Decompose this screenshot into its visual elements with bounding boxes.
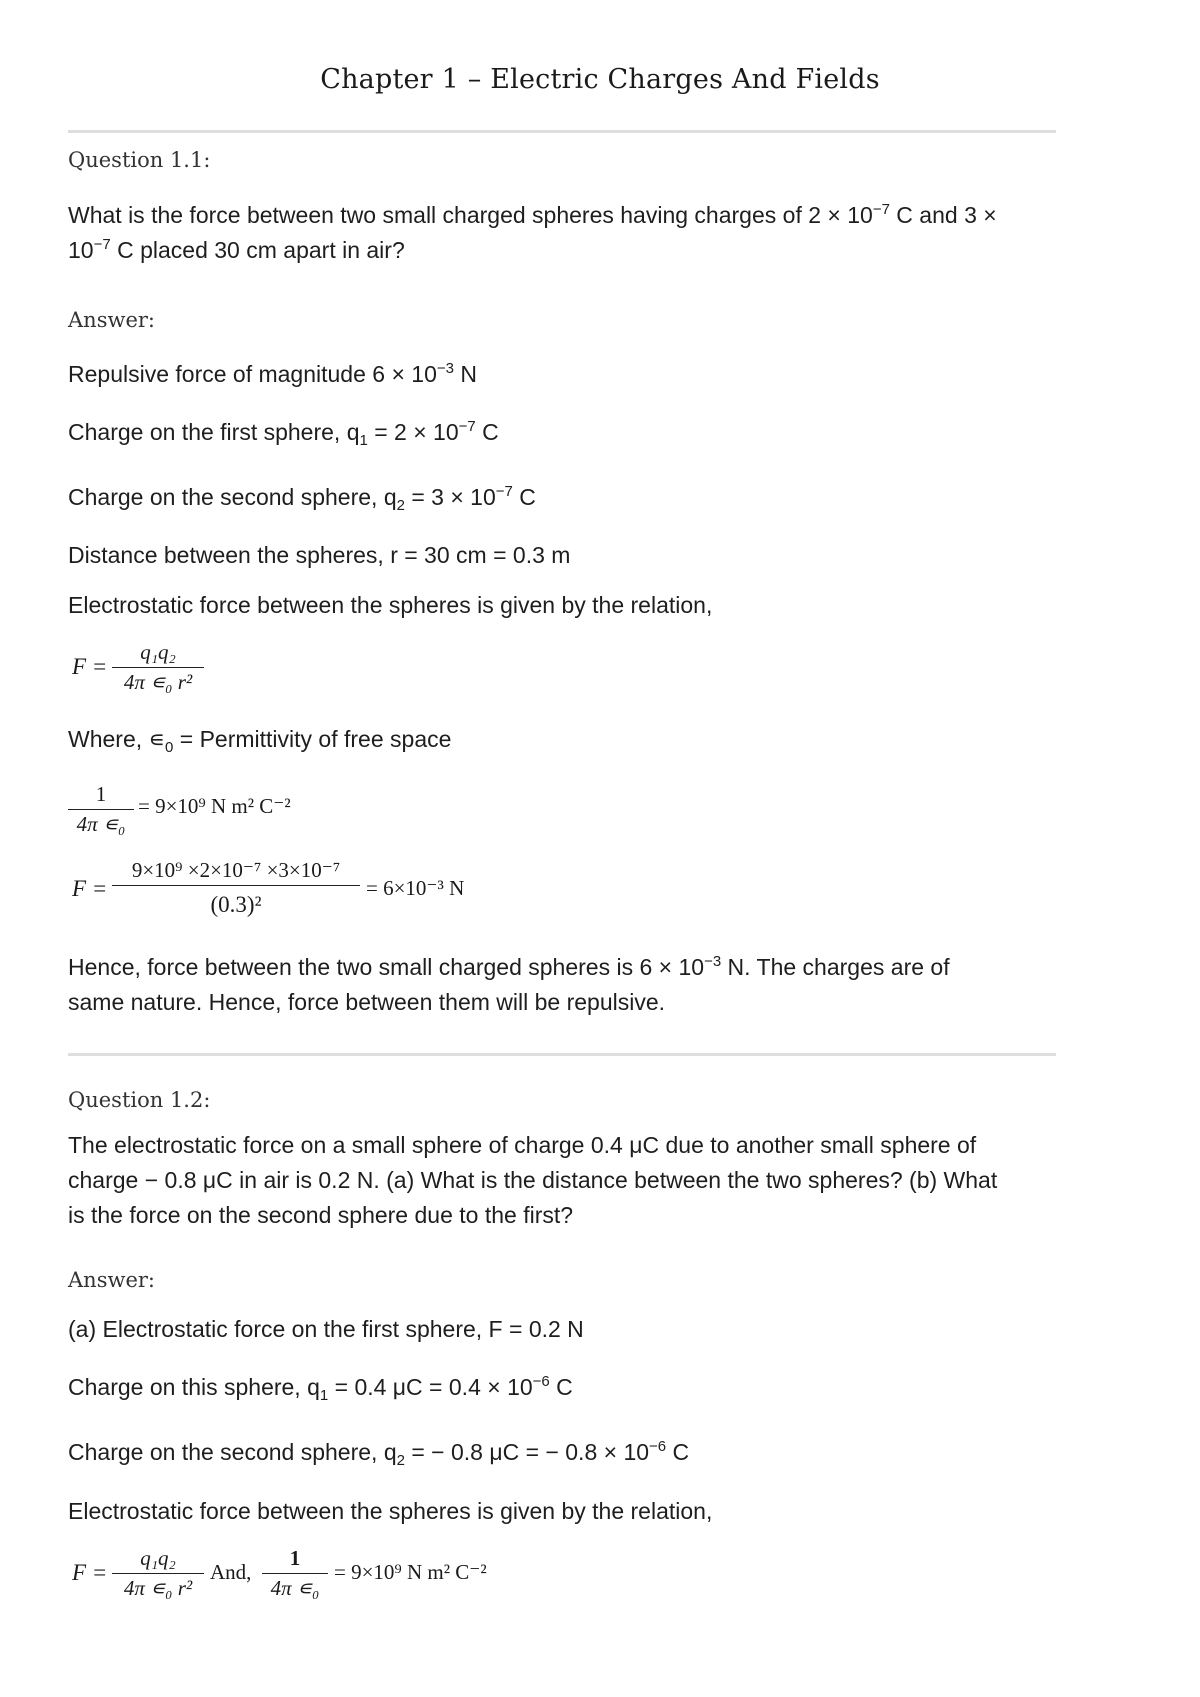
coulomb-law-formula bbox=[72, 640, 272, 704]
exponent: −7 bbox=[93, 236, 111, 253]
answer-text-part: Charge on this sphere, q bbox=[68, 1374, 320, 1400]
question-text-part: 10 bbox=[68, 237, 94, 263]
answer-text-part: = Permittivity of free space bbox=[173, 726, 452, 752]
exponent: −6 bbox=[649, 1438, 667, 1455]
answer-line bbox=[68, 1370, 1058, 1405]
answer-text-part: Charge on the second sphere, q bbox=[68, 484, 397, 510]
answer-text-part: = − 0.8 μC = − 0.8 × 10 bbox=[404, 1439, 650, 1465]
answer-line bbox=[68, 722, 1058, 757]
answer-text-part: Charge on the first sphere, q bbox=[68, 419, 360, 445]
question-text-part: C and 3 × bbox=[889, 202, 997, 228]
answer-line bbox=[68, 415, 1058, 450]
formula-rhs: = 6×10⁻³ N bbox=[366, 876, 465, 900]
formula-numerator: q₁q₂ bbox=[112, 640, 204, 668]
answer-label: Answer: bbox=[68, 1268, 155, 1292]
exponent: −7 bbox=[495, 483, 513, 500]
answer-text-part: = 0.4 μC = 0.4 × 10 bbox=[328, 1374, 533, 1400]
exponent: −6 bbox=[532, 1373, 550, 1390]
answer-text-part: same nature. Hence, force between them will be repulsive. bbox=[68, 989, 666, 1015]
answer-line: (a) Electrostatic force on the first sphere, F = 0.2 N bbox=[68, 1316, 584, 1342]
formula-denominator: 4π ∊₀ r² bbox=[123, 1576, 193, 1600]
coulomb-law-and-constant-formula bbox=[72, 1546, 592, 1610]
formula-rhs: = 9×10⁹ N m² C⁻² bbox=[138, 794, 291, 818]
formula-numerator: 1 bbox=[68, 782, 134, 810]
answer-text-part: N bbox=[453, 361, 477, 387]
formula-fraction bbox=[112, 858, 360, 918]
divider bbox=[68, 1053, 1056, 1056]
formula-denominator: 4π ∊₀ r² bbox=[123, 670, 193, 694]
question-text-part: charge − 0.8 μC in air is 0.2 N. (a) What is the distance between the two spheres? (b) What bbox=[68, 1167, 998, 1193]
answer-line bbox=[68, 480, 1058, 515]
answer-text-part: Hence, force between the two small charged spheres is 6 × 10 bbox=[68, 954, 705, 980]
answer-text-part: Repulsive force of magnitude 6 × 10 bbox=[68, 361, 437, 387]
formula-lhs: F = bbox=[72, 654, 108, 679]
subscript: 2 bbox=[396, 497, 405, 514]
formula-denominator: (0.3)² bbox=[210, 892, 262, 917]
answer-text-part: C bbox=[475, 419, 499, 445]
answer-line bbox=[68, 1435, 1058, 1470]
formula-fraction bbox=[262, 1546, 328, 1601]
page-title: Chapter 1 – Electric Charges And Fields bbox=[320, 64, 880, 95]
answer-text-part: = 3 × 10 bbox=[404, 484, 496, 510]
exponent: −3 bbox=[436, 360, 454, 377]
question-text bbox=[68, 1128, 1058, 1233]
answer-text-part: Where, ∊ bbox=[68, 726, 166, 752]
exponent: −3 bbox=[704, 953, 722, 970]
formula-denominator: 4π ∊₀ bbox=[270, 1576, 320, 1600]
formula-lhs: F = bbox=[72, 1560, 108, 1585]
divider bbox=[68, 130, 1056, 133]
answer-text-part: N. The charges are of bbox=[721, 954, 950, 980]
subscript: 2 bbox=[396, 1452, 405, 1469]
exponent: −7 bbox=[872, 201, 890, 218]
formula-connector: And, bbox=[210, 1560, 252, 1584]
question-text-part: What is the force between two small charged spheres having charges of 2 × 10 bbox=[68, 202, 873, 228]
question-text-part: is the force on the second sphere due to the first? bbox=[68, 1202, 574, 1228]
answer-line: Distance between the spheres, r = 30 cm = 0.3 m bbox=[68, 542, 571, 568]
subscript: 0 bbox=[165, 739, 174, 756]
formula-lhs: F = bbox=[72, 876, 108, 901]
formula-fraction bbox=[68, 782, 134, 837]
formula-denominator: 4π ∊₀ bbox=[76, 812, 126, 836]
formula-numerator: q₁q₂ bbox=[112, 1546, 204, 1574]
coulomb-constant-formula bbox=[68, 782, 408, 842]
answer-label: Answer: bbox=[68, 308, 155, 332]
formula-fraction bbox=[112, 640, 204, 695]
exponent: −7 bbox=[458, 418, 476, 435]
question-label: Question 1.2: bbox=[68, 1088, 211, 1112]
subscript: 1 bbox=[319, 1387, 329, 1404]
answer-text-part: = 2 × 10 bbox=[367, 419, 459, 445]
answer-text-part: C bbox=[512, 484, 536, 510]
answer-text-part: C bbox=[666, 1439, 690, 1465]
formula-fraction bbox=[112, 1546, 204, 1601]
formula-numerator: 9×10⁹ ×2×10⁻⁷ ×3×10⁻⁷ bbox=[112, 858, 360, 886]
question-text-part: The electrostatic force on a small sphere of charge 0.4 μC due to another small sphere of bbox=[68, 1132, 977, 1158]
question-text bbox=[68, 198, 1058, 268]
answer-text-part: Charge on the second sphere, q bbox=[68, 1439, 397, 1465]
formula-rhs: = 9×10⁹ N m² C⁻² bbox=[334, 1560, 487, 1584]
answer-conclusion bbox=[68, 950, 1058, 1020]
answer-text-part: C bbox=[549, 1374, 573, 1400]
answer-line: Electrostatic force between the spheres is given by the relation, bbox=[68, 592, 713, 618]
formula-numerator: 1 bbox=[262, 1546, 328, 1574]
question-label: Question 1.1: bbox=[68, 148, 211, 172]
answer-line: Electrostatic force between the spheres is given by the relation, bbox=[68, 1498, 713, 1524]
answer-line bbox=[68, 357, 1058, 392]
force-calculation-formula bbox=[72, 858, 492, 928]
subscript: 1 bbox=[359, 432, 368, 449]
question-text-part: C placed 30 cm apart in air? bbox=[110, 237, 405, 263]
